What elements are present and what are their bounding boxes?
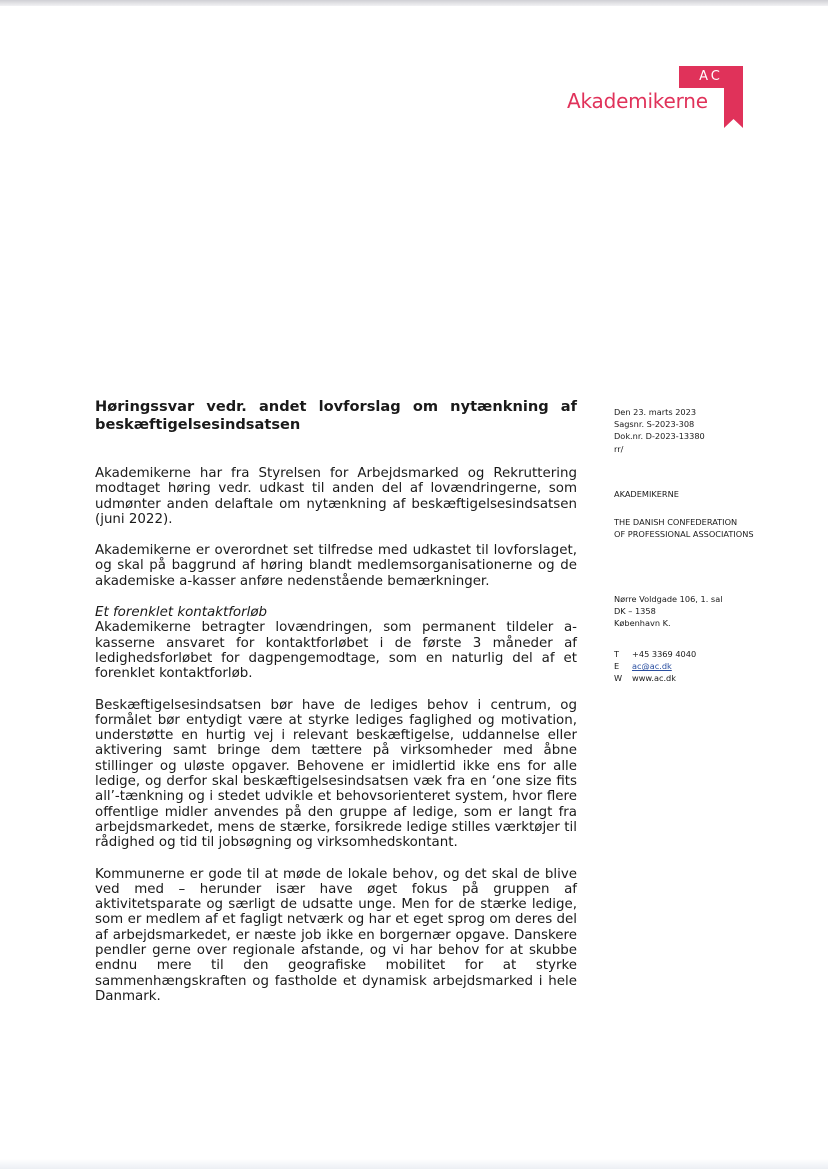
email-label: E — [614, 661, 620, 672]
org-name: AKADEMIKERNE — [614, 489, 679, 499]
document-number: Dok.nr. D-2023-13380 — [614, 431, 705, 442]
organization-name — [614, 488, 679, 500]
logo-wordmark: Akademikerne — [567, 89, 711, 113]
address-postal: DK – 1358 — [614, 606, 656, 617]
web-label: W — [614, 673, 623, 684]
document-metadata — [614, 406, 705, 455]
org-english-line-2: OF PROFESSIONAL ASSOCIATIONS — [614, 529, 754, 540]
page-top-edge — [0, 0, 828, 6]
address-street: Nørre Voldgade 106, 1. sal — [614, 594, 723, 604]
paragraph-contact-course: Akademikerne betragter lovændringen, som permanent tildeler a-kasserne ansvaret for kontaktforløbet i de første 3 måneder af ledighedsforløbet for dagpengemodtage, som en naturlig del af et forenklet kontaktforløb. — [95, 620, 577, 682]
logo-tag: AC — [699, 69, 723, 84]
letter-body — [95, 398, 577, 1020]
email-row — [614, 660, 696, 672]
contact-info — [614, 648, 696, 685]
address-city: København K. — [614, 618, 671, 629]
section-subheading: Et forenklet kontaktforløb — [95, 605, 268, 621]
phone-label: T — [614, 649, 620, 659]
document-title: Høringssvar vedr. andet lovforslag om nytænkning af beskæftigelsesindsatsen — [95, 398, 577, 433]
document-date: Den 23. marts 2023 — [614, 407, 697, 417]
paragraph-employment-effort: Beskæftigelsesindsatsen bør have de lediges behov i centrum, og formålet bør entydigt være at styrke lediges faglighed og motivation, understøtte en hurtig vej i relevant beskæftigelse, uddannelse eller aktivering samt bringe dem tættere på virksomheder med åbne stillinger og uløste opgaver. Behovene er imidlertid ikke ens for alle ledige, og derfor skal beskæftigelsesindsatsen væk fra en ‘one size fits all’-tænkning og i stedet udvikle et behovsorienteret system, hvor flere offentlige midler anvendes på den gruppe af ledige, som er langt fra arbejdsmarkedet, mens de stærke, forsikrede ledige stilles værktøjer til rådighed og tid til jobsøgning og virksomhedskontant. — [95, 697, 577, 851]
case-number: Sagsnr. S-2023-308 — [614, 419, 695, 430]
postal-address — [614, 593, 722, 630]
web-address: www.ac.dk — [632, 673, 676, 684]
paragraph-municipalities: Kommunerne er gode til at møde de lokale behov, og det skal de blive ved med – herunder især have øget fokus på gruppen af aktivitetsparate og særligt de udsatte unge. Men for de stærke ledige, som er medlem af et fagligt netværk og har et eget sprog om deres del af arbejdsmarkedet, er næste job ikke en borgernær opgave. Danskere pendler gerne over regionale afstande, og vi har behov for at skubbe endnu mere til den geografiske mobilitet for at styrke sammenhængskraften og fastholde et dynamisk arbejdsmarked i hele Danmark. — [95, 866, 577, 1004]
web-row — [614, 672, 696, 684]
paragraph-overall: Akademikerne er overordnet set tilfredse med udkastet til lovforslaget, og skal på baggrund af høring blandt medlemsorganisationerne og de akademiske a-kasser anføre nedenstående bemærkninger. — [95, 543, 577, 589]
page-bottom-edge — [0, 1159, 828, 1169]
org-english-line-1: THE DANISH CONFEDERATION — [614, 517, 738, 527]
akademikerne-logo — [560, 60, 750, 132]
phone-row — [614, 648, 696, 660]
phone-number: +45 3369 4040 — [632, 649, 697, 659]
organization-english-name — [614, 516, 754, 540]
initials: rr/ — [614, 443, 624, 454]
email-link[interactable]: ac@ac.dk — [632, 661, 672, 672]
paragraph-intro: Akademikerne har fra Styrelsen for Arbejdsmarked og Rekruttering modtaget høring vedr. udkast til anden del af lovændringerne, som udmønter anden delaftale om nytænkning af beskæftigelsesindsatsen (juni 2022). — [95, 466, 577, 527]
